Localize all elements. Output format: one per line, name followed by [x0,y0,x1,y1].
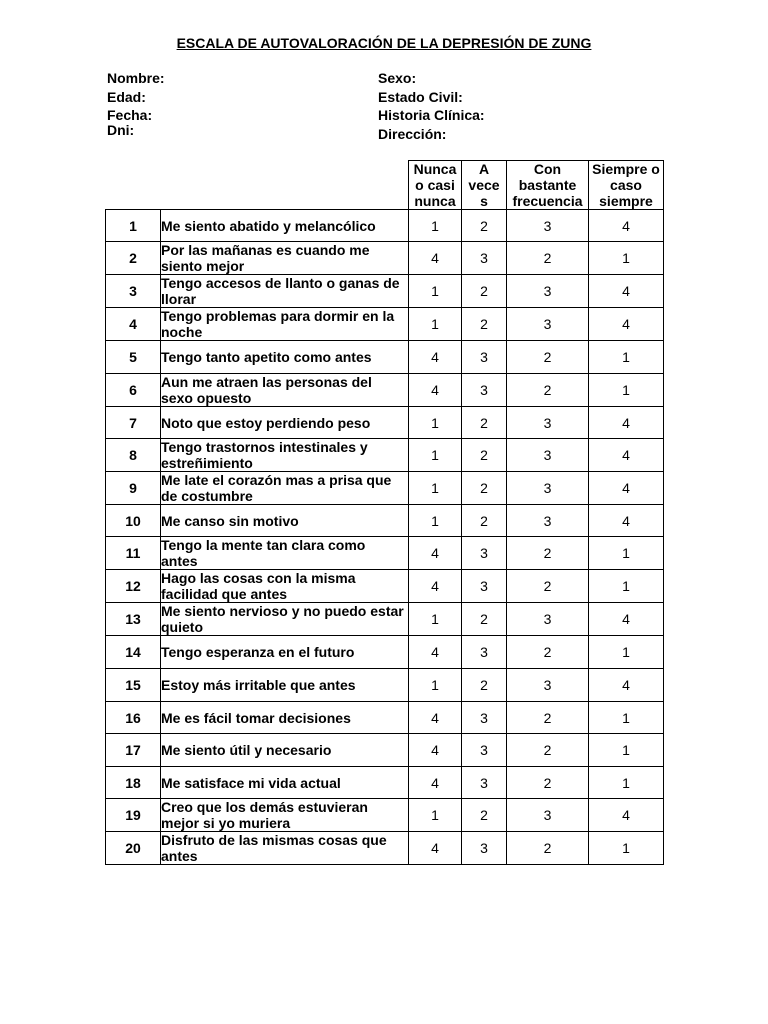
score-cell: 4 [409,702,462,734]
table-row [106,374,664,407]
table-row [106,537,664,570]
score-cell: 2 [507,374,589,407]
item-statement-line: Me siento abatido y melancólico [161,217,376,234]
table-row [106,242,664,275]
score-cell: 3 [462,734,507,767]
score-cell: 4 [589,407,664,439]
table-row [106,472,664,505]
item-statement [161,472,409,505]
document-title-text: ESCALA DE AUTOVALORACIÓN DE LA DEPRESIÓN DE ZUNG [176,35,592,51]
score-cell: 1 [409,439,462,472]
score-cell: 1 [589,636,664,669]
column-header-line: siempre [599,193,653,209]
item-number: 3 [106,275,161,308]
item-statement [161,537,409,570]
item-number: 11 [106,537,161,570]
score-cell: 1 [409,472,462,505]
item-statement-line: Noto que estoy perdiendo peso [161,414,371,431]
column-header-line: s [480,193,488,209]
table-row [106,439,664,472]
item-statement-line: llorar [161,291,197,307]
item-number: 20 [106,832,161,865]
table-row [106,341,664,374]
item-statement [161,636,409,669]
table-header-row [106,161,664,210]
item-number: 9 [106,472,161,505]
item-number: 4 [106,308,161,341]
item-statement-line: Tengo tanto apetito como antes [161,349,372,365]
score-cell: 1 [409,275,462,308]
item-statement [161,570,409,603]
score-cell: 1 [589,702,664,734]
score-cell: 4 [409,570,462,603]
item-statement [161,505,409,537]
score-cell: 4 [409,341,462,374]
score-cell: 4 [409,734,462,767]
table-row [106,407,664,439]
table-row [106,570,664,603]
field-fecha: Fecha: [107,107,153,123]
item-statement [161,439,409,472]
score-cell: 2 [462,799,507,832]
table-row [106,505,664,537]
item-statement [161,734,409,767]
item-statement-line: noche [161,324,203,340]
score-cell: 3 [507,210,589,242]
table-row [106,832,664,865]
score-cell: 2 [507,341,589,374]
score-cell: 4 [409,636,462,669]
score-cell: 1 [409,407,462,439]
score-cell: 4 [589,439,664,472]
item-number: 6 [106,374,161,407]
score-cell: 1 [409,308,462,341]
score-cell: 2 [462,603,507,636]
item-statement-line: Me late el corazón mas a prisa que [161,472,392,488]
score-cell: 2 [507,537,589,570]
score-cell: 4 [589,275,664,308]
field-historia-clinica: Historia Clínica: [378,107,485,123]
item-number: 8 [106,439,161,472]
score-cell: 2 [462,669,507,702]
field-direccion: Dirección: [378,126,447,142]
score-cell: 2 [462,308,507,341]
item-statement [161,407,409,439]
field-dni: Dni: [107,122,135,138]
item-statement-line: Por las mañanas es cuando me [161,242,370,258]
item-number: 10 [106,505,161,537]
item-statement [161,374,409,407]
column-header-line: frecuencia [512,193,583,209]
score-cell: 1 [589,832,664,865]
score-cell: 3 [462,537,507,570]
item-statement-line: Estoy más irritable que antes [161,677,356,693]
score-cell: 3 [462,242,507,275]
item-statement-line: estreñimiento [161,455,253,471]
column-header-line: vece [468,177,500,193]
score-cell: 4 [589,308,664,341]
column-header-line: caso [610,177,642,193]
item-statement-line: facilidad que antes [161,586,288,602]
item-number: 12 [106,570,161,603]
score-cell: 3 [507,669,589,702]
score-cell: 2 [462,210,507,242]
column-header-line: Con [533,161,562,177]
zung-scale-table [105,160,664,865]
score-cell: 3 [462,702,507,734]
score-cell: 2 [507,636,589,669]
score-cell: 3 [507,275,589,308]
score-cell: 3 [462,636,507,669]
item-number: 19 [106,799,161,832]
item-number: 14 [106,636,161,669]
column-header-line: bastante [518,177,577,193]
score-cell: 4 [409,832,462,865]
column-header-line: Siempre o [592,161,660,177]
item-statement-line: sexo opuesto [161,390,252,406]
item-statement [161,275,409,308]
item-number: 1 [106,210,161,242]
item-statement [161,702,409,734]
item-statement [161,210,409,242]
item-statement [161,799,409,832]
score-cell: 2 [507,767,589,799]
score-cell: 4 [409,374,462,407]
item-statement [161,341,409,374]
item-statement-line: Me canso sin motivo [161,512,299,529]
item-statement [161,832,409,865]
item-statement-line: Me siento nervioso y no puedo estar [161,603,404,619]
item-statement-line: Me es fácil tomar decisiones [161,709,351,726]
item-number: 18 [106,767,161,799]
score-cell: 3 [507,308,589,341]
score-cell: 2 [507,734,589,767]
score-cell: 4 [409,537,462,570]
item-statement-line: antes [161,848,198,864]
column-header-a-veces [462,161,507,210]
item-statement-line: Tengo problemas para dormir en la [161,308,395,324]
score-cell: 1 [589,767,664,799]
item-statement [161,669,409,702]
score-cell: 3 [462,374,507,407]
score-cell: 4 [589,210,664,242]
item-statement-line: quieto [161,619,203,635]
field-sexo: Sexo: [378,70,417,86]
score-cell: 2 [507,570,589,603]
score-cell: 3 [507,439,589,472]
score-cell: 4 [409,767,462,799]
item-statement-line: mejor si yo muriera [161,815,291,831]
score-cell: 1 [409,505,462,537]
score-cell: 3 [462,767,507,799]
score-cell: 2 [462,505,507,537]
table-row [106,308,664,341]
table-row [106,702,664,734]
score-cell: 1 [589,374,664,407]
table-row [106,767,664,799]
column-header-siempre [589,161,664,210]
table-row [106,210,664,242]
score-cell: 1 [409,210,462,242]
column-header-line: o casi [415,177,455,193]
item-statement-line: Tengo trastornos intestinales y [161,439,368,455]
score-cell: 1 [409,669,462,702]
score-cell: 4 [589,799,664,832]
score-cell: 1 [409,799,462,832]
item-statement-line: Tengo la mente tan clara como [161,537,366,553]
table-row [106,275,664,308]
item-statement-line: siento mejor [161,258,245,274]
header-blank [106,161,409,210]
score-cell: 3 [462,341,507,374]
item-statement [161,242,409,275]
item-number: 16 [106,702,161,734]
table-row [106,734,664,767]
column-header-line: nunca [414,193,456,209]
item-statement-line: antes [161,553,198,569]
item-number: 13 [106,603,161,636]
item-number: 2 [106,242,161,275]
item-statement-line: Creo que los demás estuvieran [161,799,368,815]
score-cell: 4 [409,242,462,275]
column-header-line: Nunca [413,161,457,177]
item-number: 15 [106,669,161,702]
item-statement-line: de costumbre [161,488,253,504]
table-row [106,799,664,832]
field-estado-civil: Estado Civil: [378,89,463,105]
item-statement [161,308,409,341]
item-number: 7 [106,407,161,439]
column-header-line: A [478,161,490,177]
score-cell: 3 [507,472,589,505]
score-cell: 3 [507,505,589,537]
column-header-nunca [409,161,462,210]
table-body [106,210,664,865]
score-cell: 2 [462,407,507,439]
score-cell: 1 [589,242,664,275]
score-cell: 1 [589,570,664,603]
item-statement-line: Tengo esperanza en el futuro [161,644,355,660]
item-number: 17 [106,734,161,767]
item-statement-line: Disfruto de las mismas cosas que [161,832,387,848]
score-cell: 3 [507,799,589,832]
table-row [106,603,664,636]
score-cell: 1 [589,734,664,767]
score-cell: 2 [507,242,589,275]
score-cell: 4 [589,669,664,702]
item-statement [161,767,409,799]
item-statement-line: Aun me atraen las personas del [161,374,372,390]
score-cell: 1 [589,537,664,570]
score-cell: 2 [462,275,507,308]
item-statement-line: Me satisface mi vida actual [161,774,341,791]
score-cell: 3 [507,407,589,439]
item-number: 5 [106,341,161,374]
item-statement-line: Tengo accesos de llanto o ganas de [161,275,400,291]
score-cell: 2 [462,439,507,472]
item-statement-line: Me siento útil y necesario [161,742,332,758]
score-cell: 1 [409,603,462,636]
score-cell: 4 [589,505,664,537]
score-cell: 4 [589,472,664,505]
item-statement [161,603,409,636]
score-cell: 2 [507,832,589,865]
table-row [106,669,664,702]
score-cell: 2 [507,702,589,734]
field-nombre: Nombre: [107,70,165,86]
score-cell: 4 [589,603,664,636]
item-statement-line: Hago las cosas con la misma [161,570,356,586]
score-cell: 2 [462,472,507,505]
score-cell: 1 [589,341,664,374]
column-header-con-bastante-frecuencia [507,161,589,210]
field-edad: Edad: [107,89,146,105]
score-cell: 3 [462,832,507,865]
score-cell: 3 [507,603,589,636]
table-row [106,636,664,669]
document-title [0,35,768,51]
score-cell: 3 [462,570,507,603]
